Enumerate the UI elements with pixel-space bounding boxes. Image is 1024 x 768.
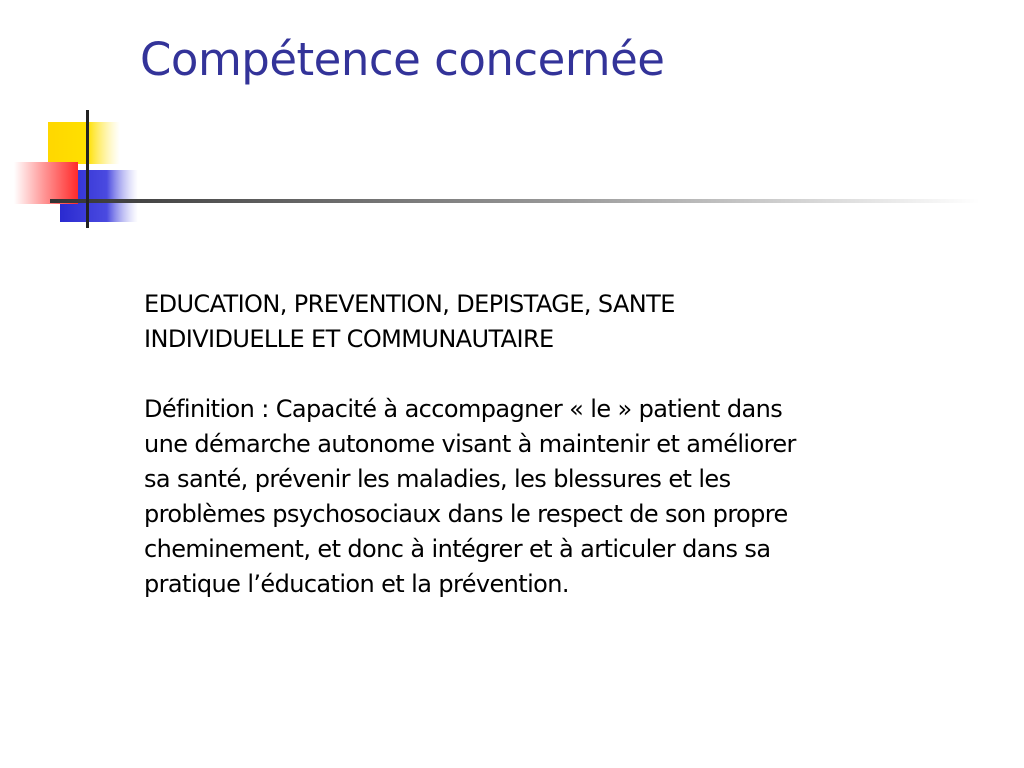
definition-line: sa santé, prévenir les maladies, les blessures et les (144, 465, 731, 493)
definition-line: cheminement, et donc à intégrer et à articuler dans sa (144, 535, 771, 563)
heading-line-1: EDUCATION, PREVENTION, DEPISTAGE, SANTE (144, 290, 675, 318)
definition-line: Définition : Capacité à accompagner « le » patient dans (144, 395, 783, 423)
competence-heading (144, 287, 1004, 357)
definition-line: problèmes psychosociaux dans le respect de son propre (144, 500, 788, 528)
vertical-rule (86, 110, 89, 228)
definition-line: pratique l’éducation et la prévention. (144, 570, 569, 598)
definition-line: une démarche autonome visant à maintenir et améliorer (144, 430, 796, 458)
slide-decoration (0, 100, 1024, 240)
yellow-square (48, 122, 120, 164)
red-bar (14, 162, 78, 204)
horizontal-rule (50, 199, 980, 203)
heading-line-2: INDIVIDUELLE ET COMMUNAUTAIRE (144, 325, 554, 353)
slide-body (144, 287, 1004, 602)
slide-title: Compétence concernée (140, 33, 665, 86)
definition-paragraph (144, 392, 1004, 602)
